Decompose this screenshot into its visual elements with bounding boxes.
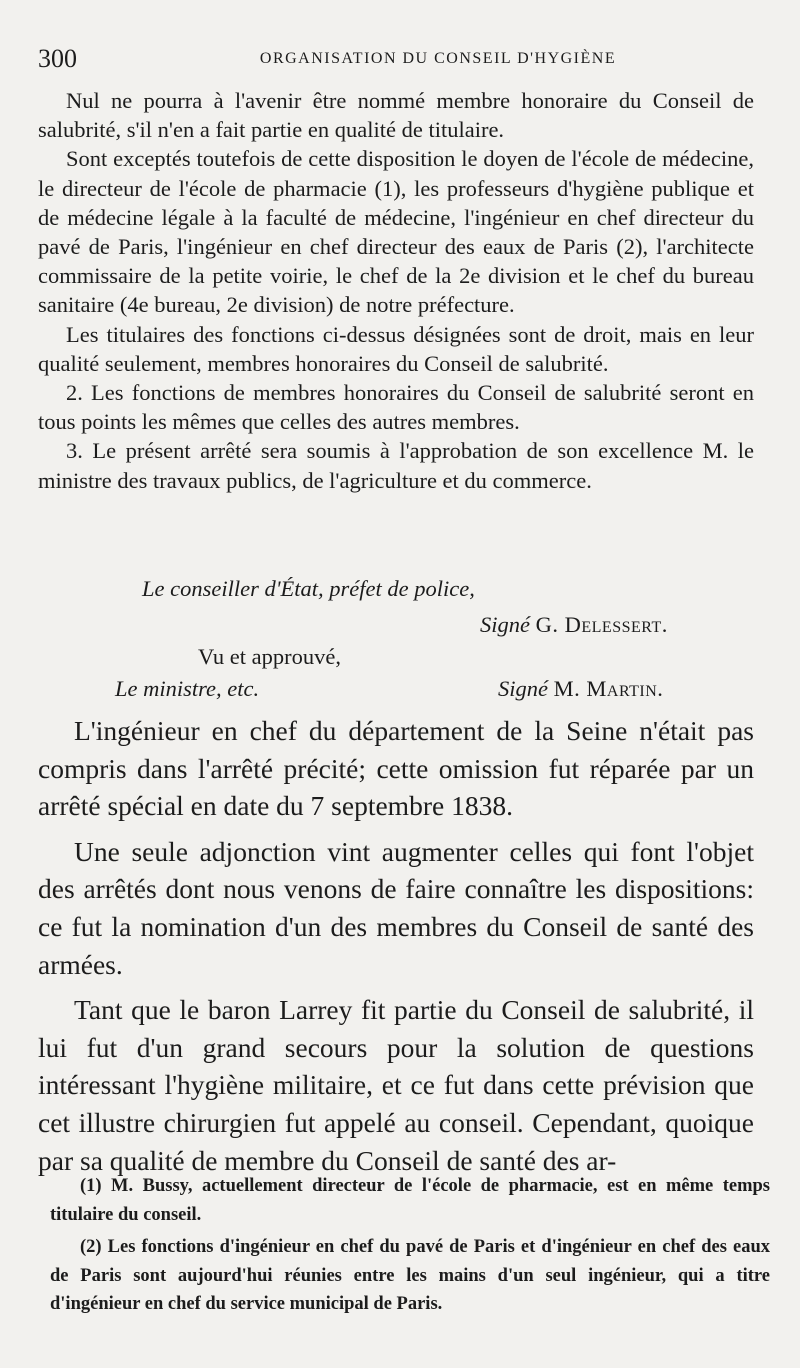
page-header [38, 44, 758, 76]
paragraph: Sont exceptés toutefois de cette disposition le doyen de l'école de médecine, le directeur de l'école de pharmacie (1), les professeurs d'hygiène publique et de médecine légale à la faculté de médecine, l'ingénieur en chef directeur du pavé de Paris, l'ingénieur en chef directeur des eaux de Paris (2), l'architecte commissaire de la petite voirie, le chef de la 2e division et le chef du bureau sanitaire (4e bureau, 2e division) de notre préfecture. [38, 146, 754, 318]
decree-text [38, 86, 754, 495]
paragraph: Nul ne pourra à l'avenir être nommé membre honoraire du Conseil de salubrité, s'il n'en a fait partie en qualité de titulaire. [38, 88, 754, 143]
paragraph: L'ingénieur en chef du département de la Seine n'était pas compris dans l'arrêté précité; cette omission fut réparée par un arrêté spécial en date du 7 septembre 1838. [38, 715, 754, 822]
paragraph: 2. Les fonctions de membres honoraires du Conseil de salubrité seront en tous points les mêmes que celles des autres membres. [38, 380, 754, 435]
prefect-title: Le conseiller d'État, préfet de police, [142, 576, 475, 601]
paragraph: Une seule adjonction vint augmenter celles qui font l'objet des arrêtés dont nous venons de faire connaître les dispositions: ce fut la nomination d'un des membres du Conseil de santé des armées. [38, 835, 754, 980]
paragraph: 3. Le présent arrêté sera soumis à l'approbation de son excellence M. le ministre des travaux publics, de l'agriculture et du commerce. [38, 438, 754, 493]
minister-title: Le ministre, etc. [115, 676, 260, 701]
approval-line: Vu et approuvé, [198, 644, 341, 669]
page-number: 300 [38, 44, 77, 73]
prefect-signature: Signé G. Delessert. [480, 612, 668, 637]
footnote: (1) M. Bussy, actuellement directeur de l'école de pharmacie, est en même temps titulaire du conseil. [50, 1176, 770, 1225]
main-text [38, 712, 754, 1179]
running-title: ORGANISATION DU CONSEIL D'HYGIÈNE [259, 50, 617, 67]
paragraph: Tant que le baron Larrey fit partie du Conseil de salubrité, il lui fut d'un grand secours pour la solution de questions intéressant l'hygiène militaire, et ce fut dans cette prévision que cet illustre chirurgien fut appelé au conseil. Cependant, quoique par sa qualité de membre du Conseil de santé des ar- [38, 994, 754, 1176]
footnote: (2) Les fonctions d'ingénieur en chef du pavé de Paris et d'ingénieur en chef des eaux de Paris sont aujourd'hui réunies entre les mains d'un seul ingénieur, qui a titre d'ingénieur en chef du service municipal de Paris. [50, 1237, 770, 1315]
minister-signature: Signé M. Martin. [498, 676, 664, 701]
paragraph: Les titulaires des fonctions ci-dessus désignées sont de droit, mais en leur qualité seulement, membres honoraires du Conseil de salubrité. [38, 321, 754, 376]
footnotes [50, 1172, 770, 1319]
